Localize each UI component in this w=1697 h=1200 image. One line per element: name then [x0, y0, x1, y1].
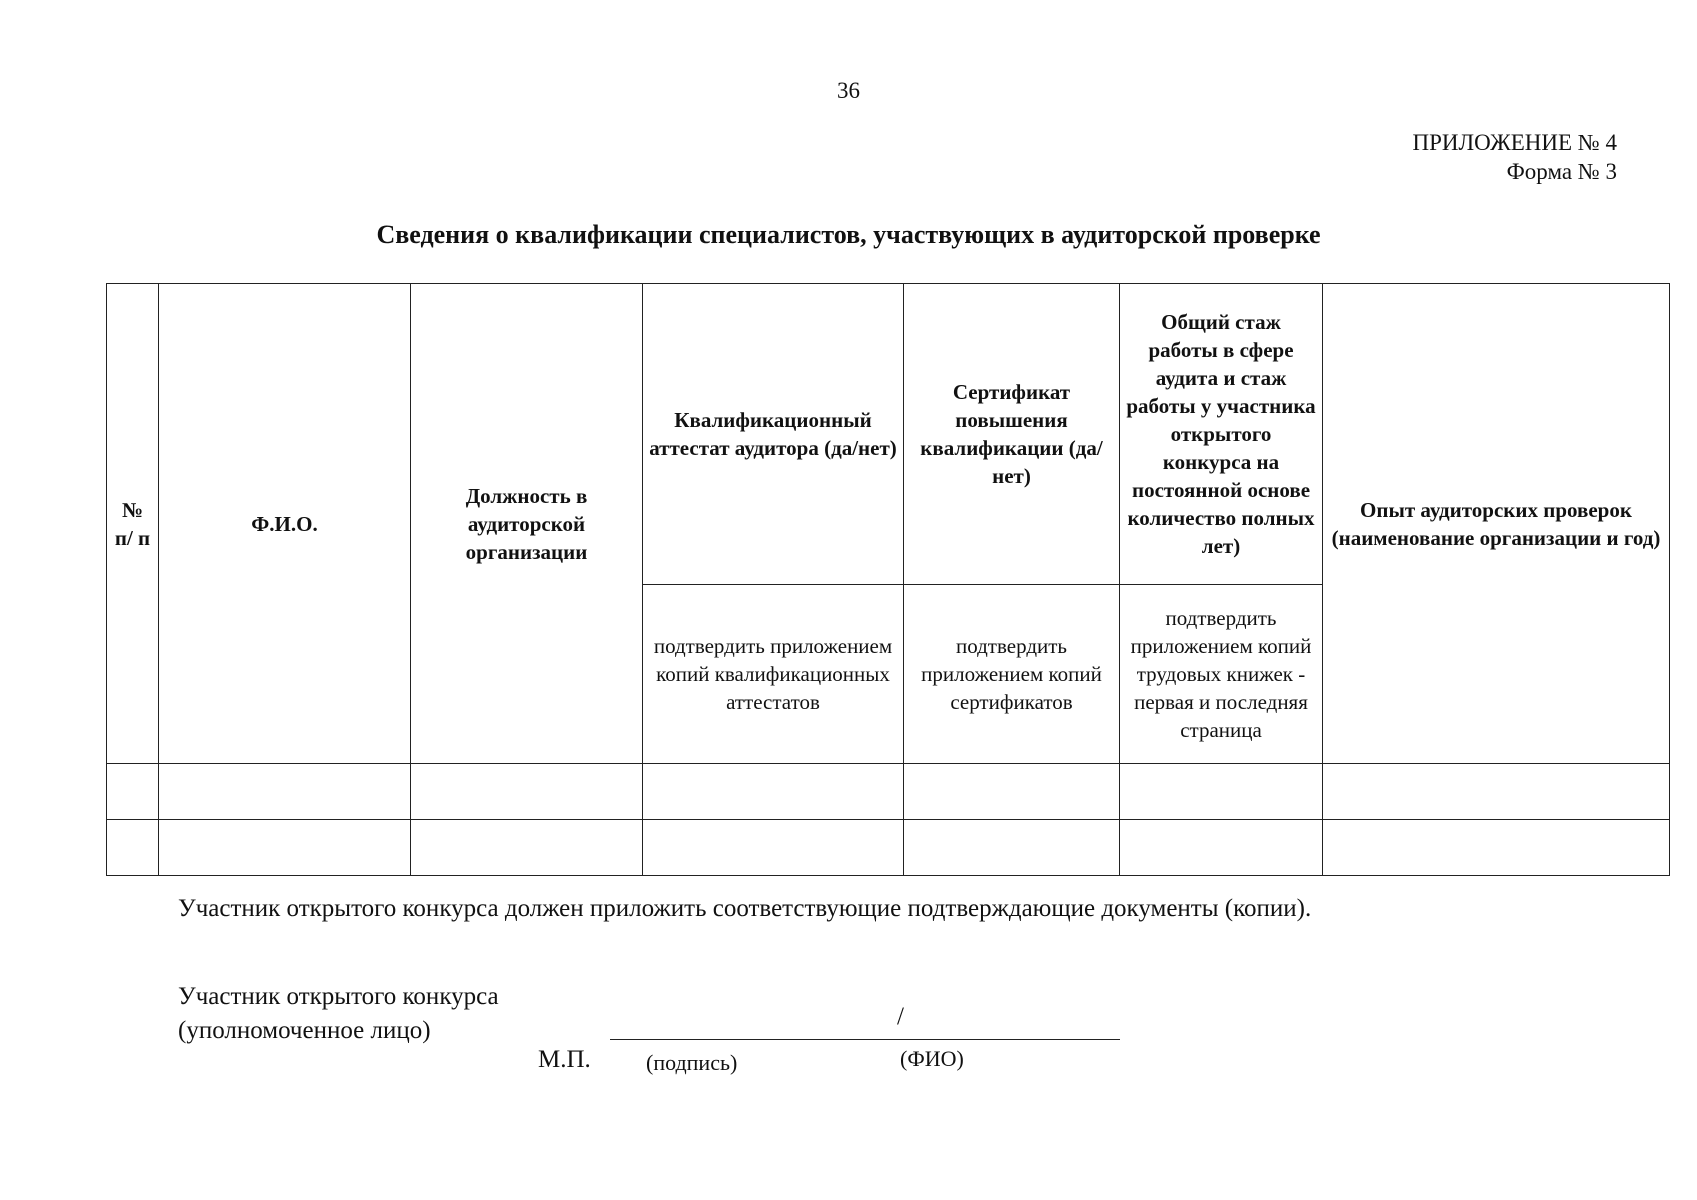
- table-cell[interactable]: [159, 764, 411, 820]
- confirm-certificate: подтвердить приложением копий сертификатов: [904, 585, 1120, 764]
- confirm-attestation: подтвердить приложением копий квалификационных аттестатов: [643, 585, 904, 764]
- header-audit-experience: Опыт аудиторских проверок (наименование организации и год): [1323, 284, 1670, 764]
- confirm-experience: подтвердить приложением копий трудовых книжек - первая и последняя страница: [1120, 585, 1323, 764]
- table-cell[interactable]: [1120, 820, 1323, 876]
- header-position: Должность в аудиторской организации: [411, 284, 643, 764]
- signer-subtitle: (уполномоченное лицо): [178, 1017, 431, 1044]
- table-cell[interactable]: [159, 820, 411, 876]
- form-number: Форма № 3: [1506, 159, 1617, 184]
- header-number: № п/ п: [107, 284, 159, 764]
- stamp-label: М.П.: [538, 1046, 591, 1073]
- table-cell[interactable]: [411, 764, 643, 820]
- fio-label: (ФИО): [900, 1046, 964, 1071]
- header-fio: Ф.И.О.: [159, 284, 411, 764]
- table-cell[interactable]: [904, 764, 1120, 820]
- header-certificate: Сертификат повышения квалификации (да/нет): [904, 284, 1120, 585]
- annex-number: ПРИЛОЖЕНИЕ № 4: [1412, 130, 1617, 155]
- table-cell[interactable]: [643, 820, 904, 876]
- annex-heading: [1412, 128, 1617, 186]
- table-cell[interactable]: [1323, 764, 1670, 820]
- table-row: [107, 820, 1670, 876]
- table-cell[interactable]: [1120, 764, 1323, 820]
- table-cell[interactable]: [1323, 820, 1670, 876]
- header-attestation: Квалификационный аттестат аудитора (да/нет): [643, 284, 904, 585]
- attachment-note: Участник открытого конкурса должен приложить соответствующие подтверждающие документы (копии).: [178, 895, 1312, 922]
- table-cell[interactable]: [411, 820, 643, 876]
- table-cell[interactable]: [904, 820, 1120, 876]
- table-row: [107, 764, 1670, 820]
- signature-line[interactable]: [610, 1039, 1120, 1040]
- signature-separator: /: [897, 1003, 904, 1030]
- signature-label: (подпись): [646, 1050, 738, 1075]
- document-title: Сведения о квалификации специалистов, участвующих в аудиторской проверке: [376, 220, 1321, 249]
- table-cell[interactable]: [107, 764, 159, 820]
- qualification-table: [106, 283, 1670, 876]
- header-experience: Общий стаж работы в сфере аудита и стаж работы у участника открытого конкурса на постоянной основе количество полных лет): [1120, 284, 1323, 585]
- table-cell[interactable]: [643, 764, 904, 820]
- table-cell[interactable]: [107, 820, 159, 876]
- signer-title: Участник открытого конкурса: [178, 983, 499, 1010]
- signer-block: [178, 980, 499, 1048]
- page-number: 36: [837, 78, 860, 103]
